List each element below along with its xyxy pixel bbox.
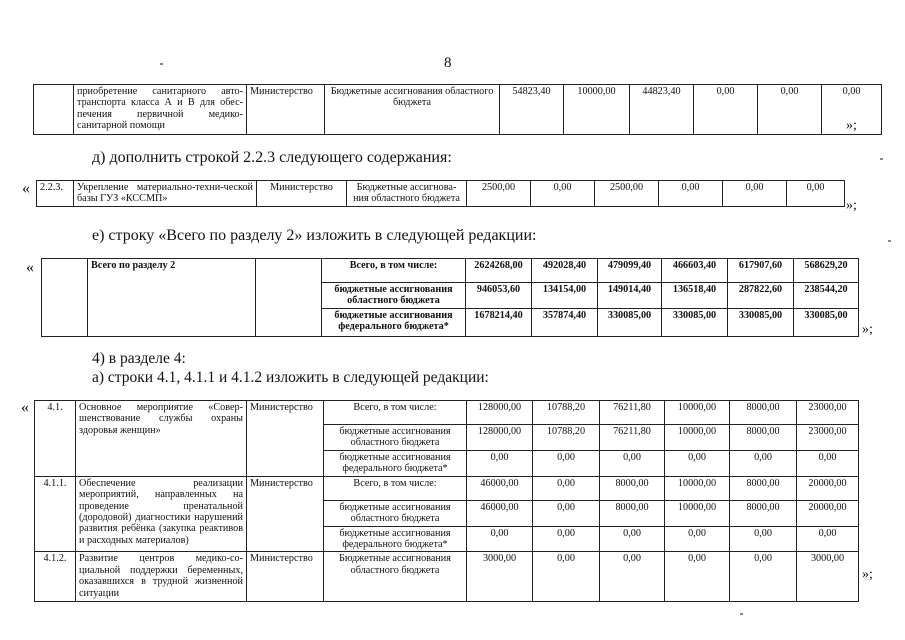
scan-speck: [880, 158, 883, 160]
table-row: [35, 476, 859, 500]
opening-quote-4: «: [21, 399, 29, 416]
amount-year-2: 0,00: [600, 526, 665, 552]
table-row: [37, 181, 845, 207]
heading-d: д) дополнить строкой 2.2.3 следующего содержания:: [92, 149, 452, 166]
amount-total: 0,00: [467, 526, 533, 552]
opening-quote-3: «: [26, 259, 34, 276]
activity-description: Основное мероприятие «Совер-шенствование службы охраны здоровья женщин»: [76, 401, 247, 477]
funding-source-cell: бюджетные ассигнования федерального бюджета*: [322, 308, 466, 336]
table-row: [34, 85, 882, 135]
amount-year-3: 10000,00: [665, 476, 730, 500]
amount-total: 946053,60: [466, 283, 532, 309]
amount-year-3: 10000,00: [665, 401, 730, 425]
amount-year-4: 0,00: [730, 552, 797, 602]
row-number-cell: [34, 85, 74, 135]
amount-year-2: 479099,40: [598, 259, 662, 283]
amount-year-1: 0,00: [533, 526, 600, 552]
heading-4: 4) в разделе 4:: [92, 350, 186, 367]
amount-year-4: 287822,60: [728, 283, 794, 309]
amount-total: 54823,40: [500, 85, 564, 135]
amount-year-5: 0,00: [822, 85, 882, 135]
heading-4a: а) строки 4.1, 4.1.1 и 4.1.2 изложить в следующей редакции:: [92, 369, 489, 386]
amount-year-1: 10788,20: [533, 425, 600, 451]
amount-year-4: 8000,00: [730, 401, 797, 425]
amount-total: 1678214,40: [466, 308, 532, 336]
amount-year-1: 0,00: [533, 500, 600, 526]
amount-year-1: 492028,40: [532, 259, 598, 283]
activity-description: Укрепление материально-техни-ческой базы ГУЗ «КССМП»: [74, 181, 257, 207]
amount-year-4: 0,00: [723, 181, 787, 207]
activity-description: приобретение санитарного авто-транспорта класса А и В для обес-печения первичной медико-санитарной помощи: [74, 85, 247, 135]
amount-year-5: 238544,20: [794, 283, 859, 309]
amount-total: 46000,00: [467, 500, 533, 526]
amount-year-1: 10788,20: [533, 401, 600, 425]
amount-year-3: 0,00: [665, 552, 730, 602]
amount-year-3: 10000,00: [665, 425, 730, 451]
amount-year-5: 23000,00: [797, 401, 859, 425]
amount-year-3: 0,00: [694, 85, 758, 135]
amount-year-5: 330085,00: [794, 308, 859, 336]
scan-speck: [740, 613, 743, 615]
amount-year-2: 2500,00: [595, 181, 659, 207]
table-row: [42, 259, 859, 283]
amount-year-2: 76211,80: [600, 425, 665, 451]
amount-year-4: 330085,00: [728, 308, 794, 336]
amount-year-1: 357874,40: [532, 308, 598, 336]
amount-year-5: 20000,00: [797, 476, 859, 500]
amount-year-5: 0,00: [797, 450, 859, 476]
closing-quote-2: »;: [846, 198, 857, 213]
executor-cell: Министерство: [247, 85, 325, 135]
funding-source-cell: бюджетные ассигнования федерального бюджета*: [324, 450, 467, 476]
amount-year-3: 466603,40: [662, 259, 728, 283]
amount-year-1: 0,00: [531, 181, 595, 207]
table-section-4: [34, 400, 859, 602]
row-number-cell: 2.2.3.: [37, 181, 74, 207]
amount-year-2: 44823,40: [630, 85, 694, 135]
executor-cell: Министерство: [247, 401, 324, 477]
funding-source-cell: Бюджетные ассигнования областного бюджета: [324, 552, 467, 602]
scan-speck: [160, 63, 163, 65]
funding-source-cell: бюджетные ассигнования федерального бюджета*: [324, 526, 467, 552]
amount-year-5: 0,00: [787, 181, 845, 207]
amount-year-5: 23000,00: [797, 425, 859, 451]
row-number-cell: 4.1.: [35, 401, 76, 477]
amount-year-5: 3000,00: [797, 552, 859, 602]
amount-year-4: 0,00: [730, 526, 797, 552]
amount-total: 46000,00: [467, 476, 533, 500]
amount-total: 2624268,00: [466, 259, 532, 283]
amount-year-4: 8000,00: [730, 476, 797, 500]
amount-year-2: 330085,00: [598, 308, 662, 336]
heading-e: е) строку «Всего по разделу 2» изложить в следующей редакции:: [92, 227, 537, 244]
amount-year-2: 8000,00: [600, 500, 665, 526]
funding-source-cell: Всего, в том числе:: [322, 259, 466, 283]
funding-source-cell: бюджетные ассигнования областного бюджета: [322, 283, 466, 309]
row-number-cell: 4.1.2.: [35, 552, 76, 602]
amount-total: 128000,00: [467, 425, 533, 451]
amount-year-5: 20000,00: [797, 500, 859, 526]
amount-year-1: 10000,00: [564, 85, 630, 135]
row-number-cell: 4.1.1.: [35, 476, 76, 552]
table-row: [35, 401, 859, 425]
executor-cell: Министерство: [247, 476, 324, 552]
amount-year-3: 0,00: [665, 450, 730, 476]
amount-year-1: 0,00: [533, 476, 600, 500]
amount-total: 128000,00: [467, 401, 533, 425]
amount-year-1: 0,00: [533, 450, 600, 476]
activity-description: Обеспечение реализации мероприятий, направленных на проведение пренатальной (дородовой) диагностики нарушений развития ребёнка (закупка реактивов и расходных материалов): [76, 476, 247, 552]
amount-year-3: 330085,00: [662, 308, 728, 336]
amount-year-3: 10000,00: [665, 500, 730, 526]
closing-quote-4: »;: [862, 567, 873, 582]
amount-total: 3000,00: [467, 552, 533, 602]
funding-source-cell: Бюджетные ассигнова-ния областного бюджета: [347, 181, 467, 207]
table-row-2-2-3: [36, 180, 845, 207]
amount-year-4: 8000,00: [730, 500, 797, 526]
amount-year-4: 617907,60: [728, 259, 794, 283]
row-number-cell: [42, 259, 88, 337]
amount-year-4: 0,00: [730, 450, 797, 476]
executor-cell: Министерство: [257, 181, 347, 207]
amount-year-4: 0,00: [758, 85, 822, 135]
amount-year-2: 149014,40: [598, 283, 662, 309]
amount-year-5: 0,00: [797, 526, 859, 552]
executor-cell: [256, 259, 322, 337]
amount-year-3: 0,00: [665, 526, 730, 552]
activity-description: Развитие центров медико-со-циальной поддержки беременных, оказавшихся в трудной жизненной ситуации: [76, 552, 247, 602]
amount-year-2: 8000,00: [600, 476, 665, 500]
amount-year-1: 134154,00: [532, 283, 598, 309]
closing-quote-1: »;: [846, 118, 857, 133]
amount-year-2: 0,00: [600, 552, 665, 602]
funding-source-cell: бюджетные ассигнования областного бюджета: [324, 425, 467, 451]
funding-source-cell: Всего, в том числе:: [324, 401, 467, 425]
page-number: 8: [444, 55, 452, 71]
amount-year-3: 0,00: [659, 181, 723, 207]
amount-year-2: 76211,80: [600, 401, 665, 425]
table-row: [35, 552, 859, 602]
amount-year-4: 8000,00: [730, 425, 797, 451]
scan-speck: [888, 240, 891, 242]
amount-total: 2500,00: [467, 181, 531, 207]
amount-year-3: 136518,40: [662, 283, 728, 309]
funding-source-cell: Всего, в том числе:: [324, 476, 467, 500]
executor-cell: Министерство: [247, 552, 324, 602]
opening-quote-2: «: [22, 180, 30, 197]
table-continuation-row: [33, 84, 882, 135]
funding-source-cell: бюджетные ассигнования областного бюджета: [324, 500, 467, 526]
amount-year-1: 0,00: [533, 552, 600, 602]
section-total-label: Всего по разделу 2: [88, 259, 256, 337]
amount-year-5: 568629,20: [794, 259, 859, 283]
closing-quote-3: »;: [862, 322, 873, 337]
amount-total: 0,00: [467, 450, 533, 476]
table-section-2-total: [41, 258, 859, 337]
amount-year-2: 0,00: [600, 450, 665, 476]
funding-source-cell: Бюджетные ассигнования областного бюджета: [325, 85, 500, 135]
